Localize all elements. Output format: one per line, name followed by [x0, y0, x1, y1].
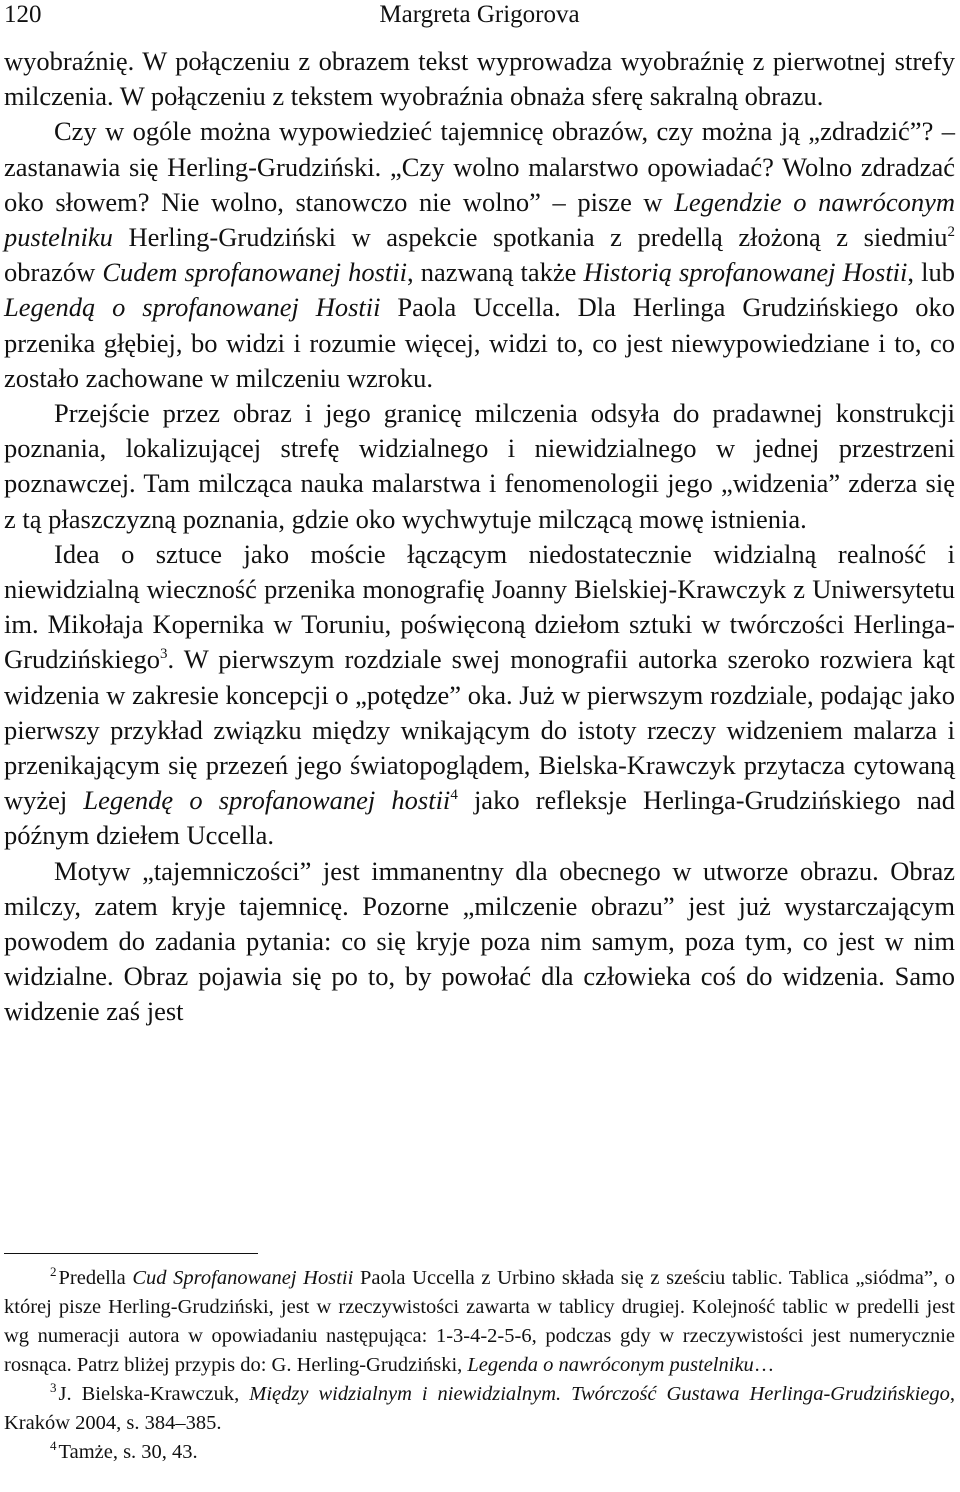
paragraph-3: [4, 396, 955, 537]
footnote-divider: [4, 1253, 258, 1254]
text-run: Idea o sztuce jako moście łączącym niedostatecznie widzialną realność i niewidzialną wieczność przenika monografię Joanny Bielskiej-Krawczyk z Uniwersytetu im. Mikołaja Kopernika w Toruniu, poświęconą dziełom sztuki w twórczości Herlinga-Grudzińskiego: [4, 538, 955, 675]
text-run: Paola Uccella. Dla Herlinga Grudzińskiego oko przenika głębiej, bo widzi i rozumie więcej, widzi to, co jest niewypowiedziane i to, co zostało zachowane w milczeniu wzroku.: [4, 292, 955, 393]
text-run: Przejście przez obraz i jego granicę milczenia odsyła do pradawnej konstrukcji poznania, lokalizującej strefę widzialnego i niewidzialnego w jednej przestrzeni poznawczej. Tam milcząca nauka malarstwa i fenomenologii jego „widzenia” zderza się z tą płaszczyzną poznania, gdzie oko wychwytuje milczącą mowę istnienia.: [4, 398, 955, 534]
text-run: …: [753, 1354, 775, 1376]
footnote-mark: 3: [50, 1380, 57, 1396]
footnote-ref-4: 4: [450, 787, 458, 804]
text-run: , lub: [907, 257, 955, 288]
text-run: , Kraków 2004, s. 384–385.: [4, 1383, 955, 1434]
italic-title: Legendą o sprofanowanej Hostii: [4, 292, 381, 323]
text-run: Tamże, s. 30, 43.: [58, 1441, 198, 1463]
italic-title: Legendę o sprofanowanej hostii: [83, 785, 451, 816]
main-text: [4, 44, 955, 1030]
text-run: Predella: [58, 1267, 133, 1289]
paragraph-1: [4, 44, 955, 114]
italic-title: Cudem sprofanowanej hostii: [102, 257, 408, 288]
running-header: [4, 0, 955, 30]
footnote-3: [4, 1380, 955, 1438]
text-run: jako refleksje Herlinga-Grudzińskiego nad późnym dziełem Uccella.: [4, 785, 956, 851]
footnote-ref-3: 3: [160, 646, 168, 663]
footnote-ref-2: 2: [947, 224, 955, 241]
text-run: obrazów: [4, 257, 103, 288]
italic-title: Między widzialnym i niewidzialnym. Twórczość Gustawa Herlinga-Grudzińskiego: [249, 1383, 950, 1405]
text-run: Paola Uccella z Urbino składa się z sześciu tablic. Tablica „siódma”, o której pisze Herling-Grudziński, jest w rzeczywistości zawarta w tablicy drugiej. Kolejność tablic w predelli jest wg numeracji autora w opowiadaniu następująca: 1-3-4-2-5-6, podczas gdy w rzeczywistości jest numerycznie rosnąca. Patrz bliżej przypis do: G. Herling-Grudziński,: [4, 1267, 955, 1376]
footnote-mark: 2: [50, 1264, 57, 1280]
footnote-mark: 4: [50, 1438, 57, 1454]
italic-title: Historią sprofanowanej Hostii: [583, 257, 908, 288]
footnotes: [4, 1264, 955, 1467]
italic-title: Cud Sprofanowanej Hostii: [132, 1267, 354, 1289]
text-run: Herling-Grudziński w aspekcie spotkania z predellą złożoną z siedmiu: [112, 222, 948, 253]
text-run: wyobraźnię. W połączeniu z obrazem tekst wyprowadza wyobraźnię z pierwotnej strefy milczenia. W połączeniu z tekstem wyobraźnia obnaża sferę sakralną obrazu.: [4, 46, 955, 112]
text-run: Motyw „tajemniczości” jest immanentny dla obecnego w utworze obrazu. Obraz milczy, zatem kryje tajemnicę. Pozorne „milczenie obrazu” jest już wystarczającym powodem do zadania pytania: co się kryje poza nim samym, poza tym, co jest w nim widzialne. Obraz pojawia się po to, by powołać dla człowieka coś do widzenia. Samo widzenie zaś jest: [4, 855, 955, 1027]
italic-title: Legendzie o nawróconym pustelniku: [4, 186, 955, 253]
paragraph-4: [4, 537, 955, 854]
paragraph-2: [4, 114, 955, 396]
paragraph-5: [4, 854, 955, 1030]
text-run: J. Bielska-Krawczuk,: [58, 1383, 250, 1405]
text-run: . W pierwszym rozdziale swej monografii autorka szeroko rozwiera kąt widzenia w zakresie koncepcji o „potędze” oka. Już w pierwszym rozdziale, podając jako pierwszy przykład związku między wnikającym do istoty rzeczy widzeniem malarza i przenikającym się przezeń jego światopoglądem, Bielska-Krawczyk przytacza cytowaną wyżej: [4, 644, 955, 816]
italic-title: Legenda o nawróconym pustelniku: [467, 1354, 754, 1376]
text-run: Czy w ogóle można wypowiedzieć tajemnicę obrazów, czy można ją „zdradzić”? – zastanawia się Herling-Grudziński. „Czy wolno malarstwo opowiadać? Wolno zdradzać oko słowem? Nie wolno, stanowczo nie wolno” – pisze w: [4, 116, 955, 217]
running-title: Margreta Grigorova: [379, 1, 580, 28]
page-number: 120: [4, 1, 42, 28]
footnote-2: [4, 1264, 955, 1380]
text-run: , nazwaną także: [407, 257, 584, 288]
footnote-4: [4, 1438, 955, 1467]
